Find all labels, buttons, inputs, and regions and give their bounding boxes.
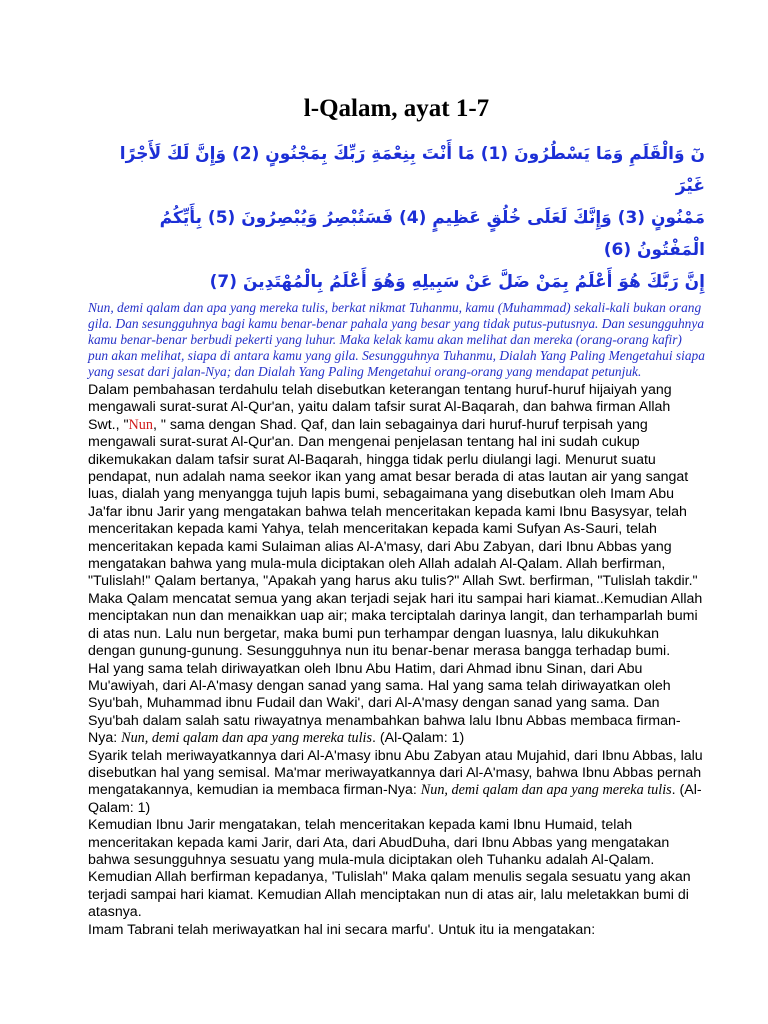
document-page [88, 92, 705, 939]
paragraph-3 [88, 748, 705, 818]
page-title: l-Qalam, ayat 1-7 [303, 95, 490, 122]
arabic-line-3: إِنَّ رَبَّكَ هُوَ أَعْلَمُ بِمَنْ ضَلَّ عَنْ سَبِيلِهِ وَهُوَ أَعْلَمُ بِالْمُهْتَدِينَ (7) [209, 272, 705, 292]
paragraph-4: Kemudian Ibnu Jarir mengatakan, telah menceritakan kepada kami Ibnu Humaid, telah menceritakan kepada kami Jarir, dari Ata, dari AbudDuha, dari Ibnu Abbas yang mengatakan bahwa sesungguhnya sesuatu yang mula-mula diciptakan oleh Tuhanku adalah Al-Qalam. Kemudian Allah berfirman kepadanya, 'Tulislah" Maka qalam menulis segala sesuatu yang akan terjadi sampai hari kiamat. Kemudian Allah menciptakan nun di atas air, lalu meletakkan bumi di atasnya. [88, 817, 691, 921]
paragraph-5: Imam Tabrani telah meriwayatkan hal ini secara marfu'. Untuk itu ia mengatakan: [88, 921, 596, 938]
paragraph-3-quote: Nun, demi qalam dan apa yang mereka tulis [420, 782, 672, 799]
arabic-line-1: نٓ وَالْقَلَمِ وَمَا يَسْطُرُونَ (1) مَا أَنْتَ بِنِعْمَةِ رَبِّكَ بِمَجْنُونٍ (2) وَإِنَّ لَكَ لَأَجْرًا غَيْرَ [119, 144, 705, 196]
paragraph-2 [88, 661, 705, 748]
arabic-line-2: مَمْنُونٍ (3) وَإِنَّكَ لَعَلَى خُلُقٍ عَظِيمٍ (4) فَسَتُبْصِرُ وَيُبْصِرُونَ (5) بِأَيِّكُمُ الْمَفْتُونُ (6) [159, 208, 705, 260]
paragraph-1-text-a: Dalam pembahasan terdahulu telah disebutkan keterangan tentang huruf-huruf hijaiyah yang mengawali surat-surat Al-Qur'an, yaitu dalam tafsir surat Al-Baqarah, dan bahwa firman Allah Swt., " [88, 382, 672, 433]
paragraph-1-text-b: , " sama dengan Shad. Qaf, dan lain sebagainya dari huruf-huruf terpisah yang mengawali surat-surat Al-Qur'an. Dan mengenai penjelasan tentang hal ini sudah cukup dikemukakan dalam tafsir surat Al-Baqarah, hingga tidak perlu diulangi lagi. Menurut suatu pendapat, nun adalah nama seekor ikan yang amat besar berada di atas lautan air yang sangat luas, dialah yang menyangga tujuh lapis bumi, sebagaimana yang disebutkan oleh Imam Abu Ja'far ibnu Jarir yang mengatakan bahwa telah menceritakan kepada kami Ibnu Basysyar, telah menceritakan kepada kami Yahya, telah menceritakan kepada kami Sufyan As-Sauri, telah menceritakan kepada kami Sulaiman alias Al-A'masy, dari Abu Zabyan, dari Ibnu Abbas yang mengatakan bahwa yang mula-mula diciptakan oleh Allah adalah Al-Qalam. Allah berfirman, "Tulislah!" Qalam bertanya, "Apakah yang harus aku tulis?" Allah Swt. berfirman, "Tulislah takdir." Maka Qalam mencatat semua yang akan terjadi sejak hari itu sampai hari kiamat..Kemudian Allah menciptakan nun dan menaikkan uap air; maka terciptalah darinya langit, dan terhamparlah bumi di atas nun. Lalu nun bergetar, maka bumi pun terhampar dengan luasnya, lalu dikukuhkan dengan gunung-gunung. Sesungguhnya nun itu benar-benar merasa bangga terhadap bumi. [88, 416, 703, 660]
paragraph-2-text-a: Hal yang sama telah diriwayatkan oleh Ibnu Abu Hatim, dari Ahmad ibnu Sinan, dari Abu Mu'awiyah, dari Al-A'masy dengan sanad yang sama. Hal yang sama telah diriwayatkan oleh Syu'bah, Muhammad ibnu Fudail dan Waki', dari Al-A'masy dengan sanad yang sama. Dan Syu'bah dalam salah satu riwayatnya menambahkan bahwa lalu Ibnu Abbas membaca firman-Nya: [88, 660, 681, 747]
paragraph-3-text-b: . (Al-Qalam: 1) [88, 782, 702, 816]
paragraph-1 [88, 382, 705, 661]
paragraph-2-text-b: . (Al-Qalam: 1) [372, 730, 465, 747]
arabic-verses [88, 138, 705, 298]
paragraph-2-quote: Nun, demi qalam dan apa yang mereka tulis [121, 730, 373, 747]
nun-highlight: Nun [128, 416, 153, 433]
verse-translation: Nun, demi qalam dan apa yang mereka tulis, berkat nikmat Tuhanmu, kamu (Muhammad) sekali-kali bukan orang gila. Dan sesungguhnya bagi kamu benar-benar pahala yang besar yang tidak putus-putusnya. Dan sesungguhnya kamu benar-benar berbudi pekerti yang luhur. Maka kelak kamu akan melihat dan mereka (orang-orang kafir) pun akan melihat, siapa di antara kamu yang gila. Sesungguhnya Tuhanmu, Dialah Yang Paling Mengetahui siapa yang sesat dari jalan-Nya; dan Dialah Yang Paling Mengetahui orang-orang yang mendapat petunjuk. [88, 300, 705, 379]
paragraph-3-text-a: Syarik telah meriwayatkannya dari Al-A'masy ibnu Abu Zabyan atau Mujahid, dari Ibnu Abbas, lalu disebutkan hal yang semisal. Ma'mar meriwayatkannya dari Al-A'masy, bahwa Ibnu Abbas pernah mengatakannya, kemudian ia membaca firman-Nya: [88, 747, 703, 799]
